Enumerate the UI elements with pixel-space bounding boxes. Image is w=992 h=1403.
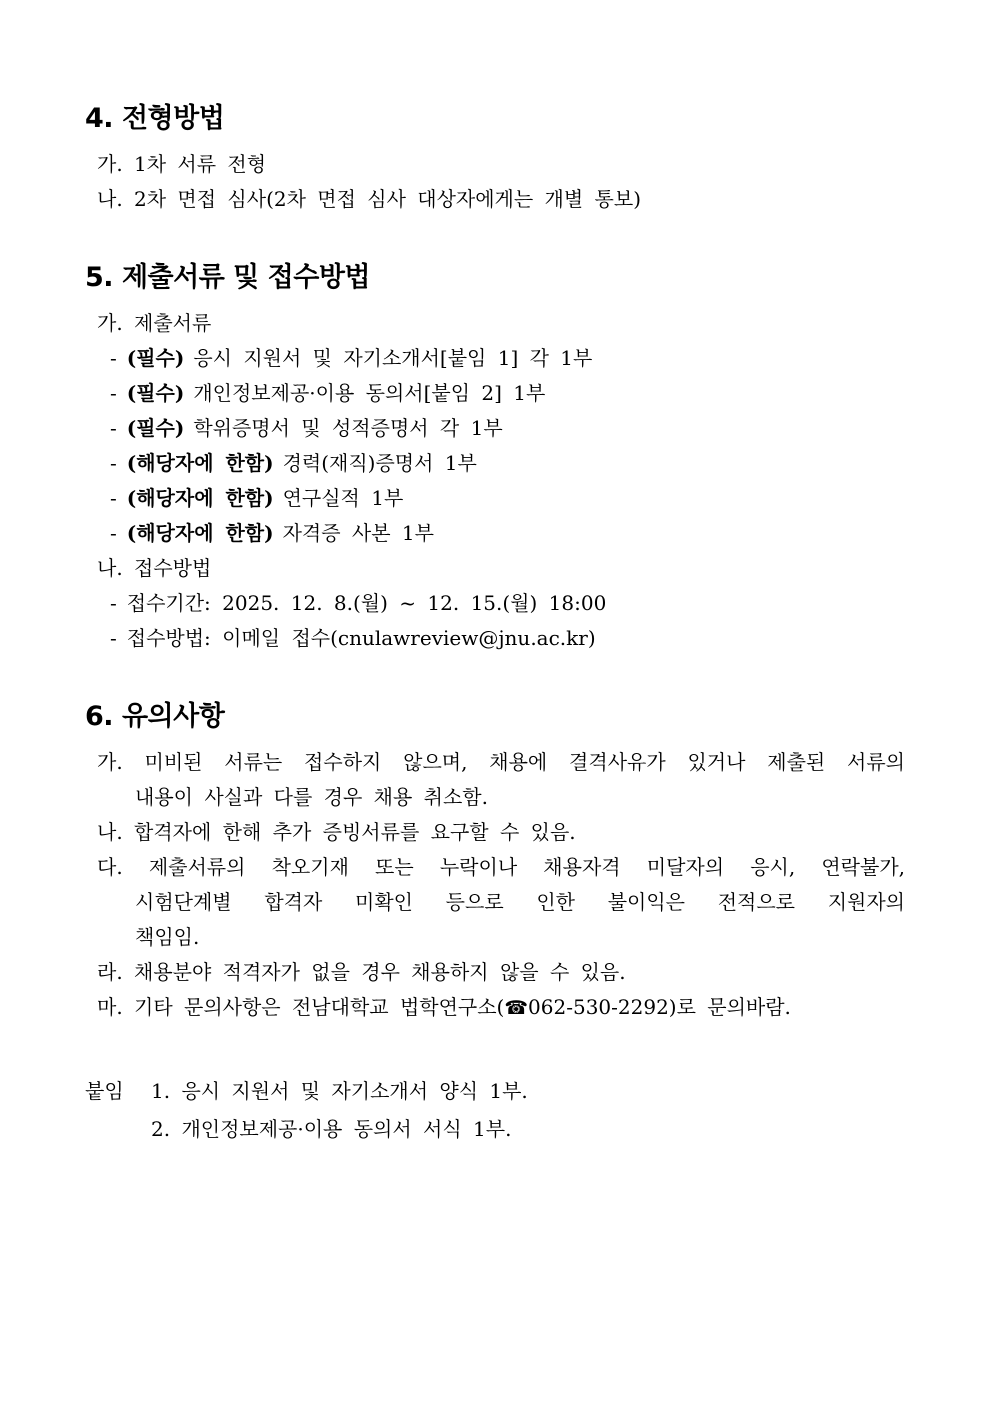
receipt-method-label: 나. 접수방법 (97, 556, 212, 580)
conditional-doc-item (85, 446, 905, 481)
note-line: 가. 미비된 서류는 접수하지 않으며, 채용에 결격사유가 있거나 제출된 서류의 (97, 750, 905, 774)
doc-requirement-tag: (필수) (126, 346, 185, 370)
receipt-period-item (85, 586, 905, 621)
attachment-item-text: 1. 응시 지원서 및 자기소개서 양식 1부. (151, 1079, 528, 1103)
note-line: 다. 제출서류의 착오기재 또는 누락이나 채용자격 미달자의 응시, 연락불가, (97, 855, 905, 879)
dash-bullet: - (110, 486, 117, 510)
receipt-period-text: 접수기간: 2025. 12. 8.(월) ~ 12. 15.(월) 18:00 (126, 591, 607, 615)
dash-bullet: - (110, 521, 117, 545)
section-6-heading: 6. 유의사항 (85, 701, 225, 732)
note-line-continuation: 책임임. (135, 925, 200, 949)
doc-requirement-tag: (필수) (126, 416, 185, 440)
doc-requirement-tag: (필수) (126, 381, 185, 405)
doc-item-text: 자격증 사본 1부 (282, 521, 434, 545)
note-line-continuation: 시험단계별 합격자 미확인 등으로 인한 불이익은 전적으로 지원자의 (135, 890, 905, 914)
doc-item-text: 학위증명서 및 성적증명서 각 1부 (193, 416, 503, 440)
section-submission-method (85, 261, 905, 656)
doc-requirement-tag: (해당자에 한함) (126, 486, 274, 510)
receipt-email-item (85, 621, 905, 656)
attachments-label: 붙임 (85, 1079, 124, 1103)
section-4-heading: 4. 전형방법 (85, 103, 225, 134)
doc-item-text: 개인정보제공·이용 동의서[붙임 2] 1부 (193, 381, 546, 405)
note-line: 나. 합격자에 한해 추가 증빙서류를 요구할 수 있음. (97, 820, 576, 844)
selection-step-item: 나. 2차 면접 심사(2차 면접 심사 대상자에게는 개별 통보) (97, 187, 641, 211)
required-doc-item (85, 376, 905, 411)
contact-phone-number: 062-530-2292 (528, 995, 669, 1019)
required-doc-item (85, 411, 905, 446)
required-doc-item (85, 341, 905, 376)
contact-text-after: )로 문의바람. (668, 995, 791, 1019)
dash-bullet: - (110, 626, 117, 650)
dash-bullet: - (110, 591, 117, 615)
doc-item-text: 경력(재직)증명서 1부 (282, 451, 477, 475)
doc-item-text: 응시 지원서 및 자기소개서[붙임 1] 각 1부 (193, 346, 593, 370)
note-line: 라. 채용분야 적격자가 없을 경우 채용하지 않을 수 있음. (97, 960, 626, 984)
dash-bullet: - (110, 416, 117, 440)
doc-requirement-tag: (해당자에 한함) (126, 521, 274, 545)
attachment-item-2 (85, 1110, 905, 1148)
conditional-doc-item (85, 481, 905, 516)
receipt-email-text: 접수방법: 이메일 접수(cnulawreview@jnu.ac.kr) (126, 626, 596, 650)
note-contact-line (85, 990, 905, 1026)
conditional-doc-item (85, 516, 905, 551)
attachment-item-1 (85, 1072, 905, 1110)
section-notes (85, 700, 905, 1026)
dash-bullet: - (110, 451, 117, 475)
doc-requirement-tag: (해당자에 한함) (126, 451, 274, 475)
phone-icon: ☎ (504, 997, 529, 1019)
note-line-continuation: 내용이 사실과 다를 경우 채용 취소함. (135, 785, 488, 809)
attachment-item-text: 2. 개인정보제공·이용 동의서 서식 1부. (151, 1117, 512, 1141)
section-selection-method (85, 102, 905, 217)
submission-docs-label: 가. 제출서류 (97, 311, 212, 335)
selection-step-item: 가. 1차 서류 전형 (97, 152, 267, 176)
dash-bullet: - (110, 346, 117, 370)
section-5-heading: 5. 제출서류 및 접수방법 (85, 262, 370, 293)
dash-bullet: - (110, 381, 117, 405)
attachments-block (85, 1072, 905, 1148)
contact-text-before: 마. 기타 문의사항은 전남대학교 법학연구소( (97, 995, 505, 1019)
doc-item-text: 연구실적 1부 (282, 486, 404, 510)
